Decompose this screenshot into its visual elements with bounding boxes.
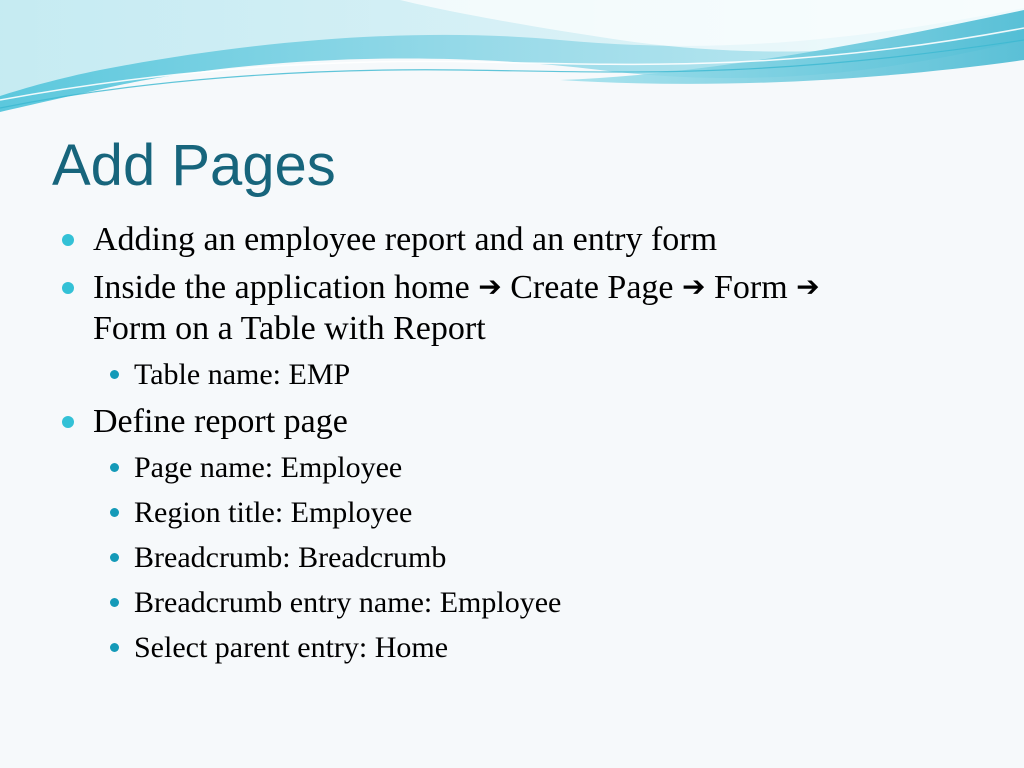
sub-bullet-dot-icon xyxy=(110,508,119,517)
sub-bullet-dot-icon xyxy=(110,643,119,652)
sub-bullet-dot-icon xyxy=(110,370,119,379)
bullet-list xyxy=(60,220,1000,675)
sub-bullet-text: Breadcrumb: Breadcrumb xyxy=(134,541,447,574)
sub-bullet-item xyxy=(93,538,1000,577)
sub-bullet-text: Region title: Employee xyxy=(134,496,413,529)
bullet-text: Define report page xyxy=(93,403,348,440)
path-step: Form xyxy=(713,269,788,306)
sub-bullet-list xyxy=(93,355,1000,394)
bullet-dot-icon xyxy=(62,234,74,246)
bullet-item xyxy=(60,220,1000,260)
sub-bullet-text: Table name: EMP xyxy=(134,358,351,391)
sub-bullet-list xyxy=(93,448,1000,667)
sub-bullet-text: Page name: Employee xyxy=(134,451,403,484)
bullet-text: Adding an employee report and an entry form xyxy=(93,221,718,258)
path-step: Form on a Table with Report xyxy=(93,310,486,347)
sub-bullet-item xyxy=(93,583,1000,622)
sub-bullet-item xyxy=(93,355,1000,394)
sub-bullet-dot-icon xyxy=(110,553,119,562)
sub-bullet-item xyxy=(93,493,1000,532)
path-step: Create Page xyxy=(510,269,674,306)
sub-bullet-item xyxy=(93,628,1000,667)
bullet-text-line xyxy=(93,268,1000,309)
slide-title: Add Pages xyxy=(52,133,336,198)
right-arrow-icon: ➔ xyxy=(682,270,706,303)
sub-bullet-text: Select parent entry: Home xyxy=(134,631,449,664)
bullet-item xyxy=(60,268,1000,394)
path-step: Inside the application home xyxy=(93,269,470,306)
header-wave-decoration xyxy=(0,0,1024,130)
sub-bullet-dot-icon xyxy=(110,598,119,607)
right-arrow-icon: ➔ xyxy=(796,270,820,303)
bullet-dot-icon xyxy=(62,416,74,428)
sub-bullet-dot-icon xyxy=(110,463,119,472)
bullet-item xyxy=(60,402,1000,667)
sub-bullet-item xyxy=(93,448,1000,487)
right-arrow-icon: ➔ xyxy=(478,270,502,303)
sub-bullet-text: Breadcrumb entry name: Employee xyxy=(134,586,562,619)
bullet-dot-icon xyxy=(62,282,74,294)
